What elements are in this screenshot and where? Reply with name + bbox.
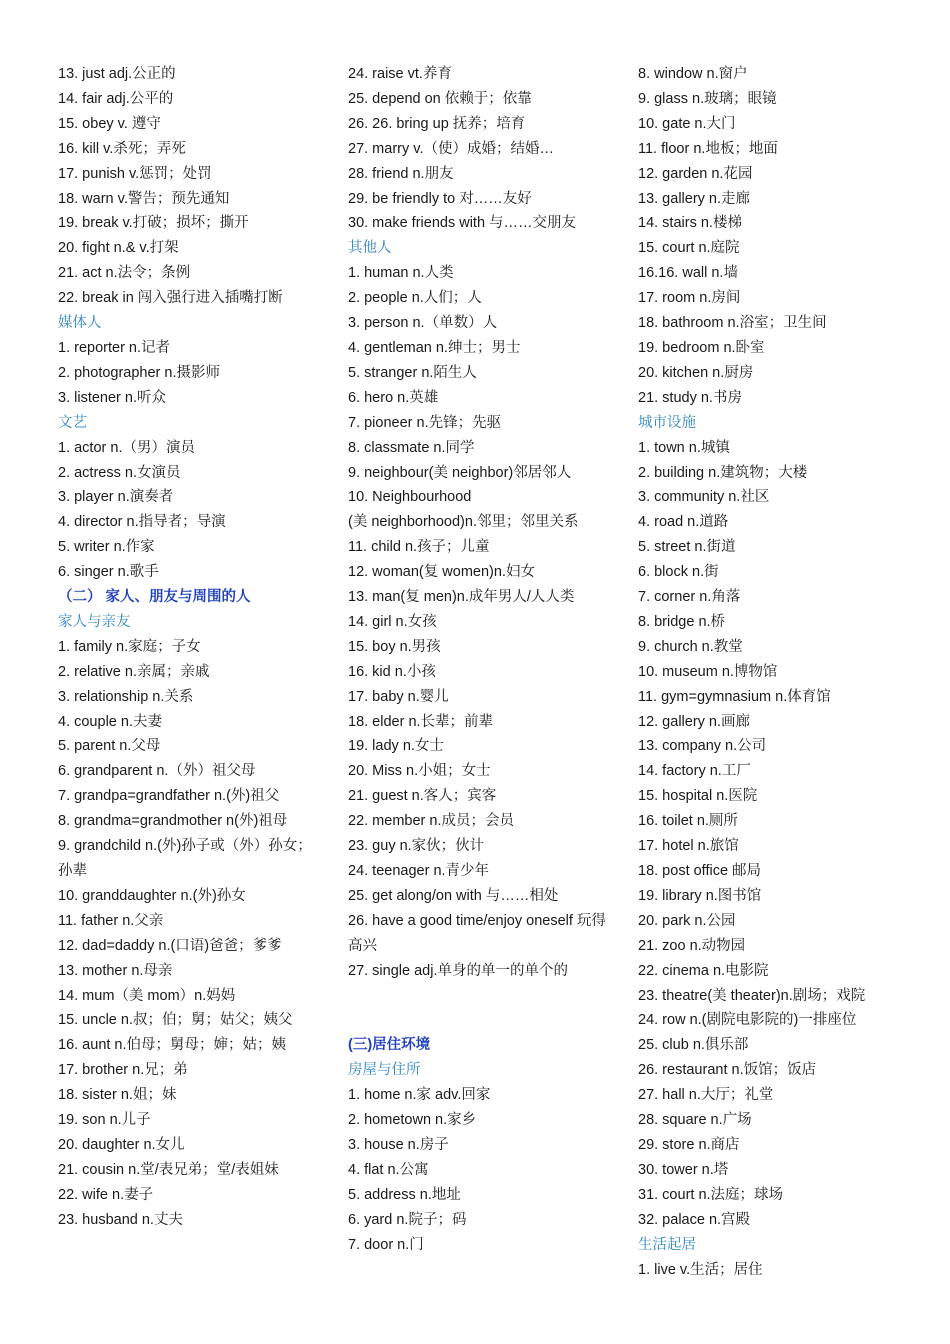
vocab-entry: 30. make friends with 与……交朋友	[348, 215, 577, 232]
vocab-entry: 1. family n.家庭；子女	[58, 638, 201, 655]
vocab-entry: 28. friend n.朋友	[348, 165, 454, 182]
vocab-entry: 12. dad=daddy n.(口语)爸爸；爹爹	[58, 937, 282, 954]
vocab-entry: 22. break in 闯入强行进入插嘴打断	[58, 290, 283, 307]
vocab-entry: 16. kill v.杀死；弄死	[58, 140, 186, 157]
vocab-entry: 28. square n.广场	[638, 1112, 752, 1129]
vocab-entry: 17. brother n.兄；弟	[58, 1062, 188, 1079]
vocab-entry: 21. act n.法令；条例	[58, 265, 191, 282]
vocab-entry: 6. grandparent n.（外）祖父母	[58, 763, 256, 780]
vocab-entry: 30. tower n.塔	[638, 1161, 729, 1178]
vocab-entry: 31. court n.法庭；球场	[638, 1186, 784, 1203]
vocab-entry: 3. listener n.听众	[58, 389, 166, 406]
chapter-heading: (三)居住环境	[348, 1037, 431, 1054]
vocab-entry: 3. community n.社区	[638, 489, 770, 506]
vocab-entry: 18. warn v.警告；预先通知	[58, 190, 230, 207]
vocab-entry: 5. stranger n.陌生人	[348, 364, 477, 381]
vocab-entry: 25. club n.俱乐部	[638, 1037, 749, 1054]
vocab-entry: 15. boy n.男孩	[348, 638, 441, 655]
vocab-entry: 8. grandma=grandmother n(外)祖母	[58, 813, 288, 830]
vocab-entry: 11. child n.孩子；儿童	[348, 539, 490, 556]
vocab-entry: 6. singer n.歌手	[58, 564, 159, 581]
vocab-entry: 11. gym=gymnasium n.体育馆	[638, 688, 831, 705]
vocab-entry: 4. flat n.公寓	[348, 1161, 429, 1178]
blank-lines	[348, 984, 610, 1034]
vocab-entry: 22. member n.成员；会员	[348, 813, 514, 830]
vocab-entry: 8. bridge n.桥	[638, 613, 726, 630]
vocab-entry: 10. museum n.博物馆	[638, 663, 778, 680]
vocab-entry: 20. park n.公园	[638, 912, 736, 929]
vocab-entry: 6. hero n.英雄	[348, 389, 439, 406]
vocab-entry: 2. relative n.亲属；亲戚	[58, 663, 210, 680]
vocab-entry: 25. depend on 依赖于；依靠	[348, 90, 532, 107]
vocab-entry: 18. post office 邮局	[638, 863, 762, 879]
vocab-entry: 10. Neighbourhood	[348, 489, 472, 506]
vocab-entry: 13. mother n.母亲	[58, 962, 173, 979]
vocab-entry: 17. hotel n.旅馆	[638, 838, 739, 855]
vocab-entry: 2. actress n.女演员	[58, 464, 181, 481]
vocab-entry: 9. neighbour(美 neighbor)邻居邻人	[348, 464, 572, 481]
vocab-entry: 18. sister n.姐；妹	[58, 1087, 177, 1104]
vocab-entry: 29. store n.商店	[638, 1136, 740, 1153]
vocab-entry: 3. relationship n.关系	[58, 688, 194, 705]
column-left	[58, 62, 320, 1233]
vocab-entry: 18. bathroom n.浴室；卫生间	[638, 315, 827, 332]
vocab-entry: 13. just adj.公正的	[58, 66, 176, 82]
vocab-entry: 15. hospital n.医院	[638, 788, 758, 805]
vocab-entry: 5. address n.地址	[348, 1186, 461, 1203]
vocab-entry: 15. uncle n.叔；伯；舅；姑父；姨父	[58, 1012, 293, 1029]
vocab-entry: 8. window n.窗户	[638, 66, 748, 82]
vocab-entry: 20. daughter n.女儿	[58, 1136, 185, 1153]
vocab-entry: 1. town n.城镇	[638, 439, 730, 456]
vocab-entry: 12. garden n.花园	[638, 165, 753, 182]
section-heading: 文艺	[58, 414, 87, 431]
vocab-entry: 17. punish v.惩罚；处罚	[58, 165, 212, 182]
vocab-entry: 1. actor n.（男）演员	[58, 439, 195, 456]
vocab-entry: 5. writer n.作家	[58, 539, 155, 556]
section-heading: 家人与亲友	[58, 613, 131, 630]
vocab-entry: 7. corner n.角落	[638, 589, 741, 606]
vocab-entry: 1. home n.家 adv.回家	[348, 1087, 491, 1104]
vocab-entry: 11. father n.父亲	[58, 912, 164, 929]
vocab-entry: 19. library n.图书馆	[638, 887, 762, 904]
vocab-entry: 2. people n.人们；人	[348, 290, 482, 307]
vocab-entry: 14. mum（美 mom）n.妈妈	[58, 987, 236, 1004]
vocab-entry: 20. Miss n.小姐；女士	[348, 763, 491, 780]
vocab-entry: 23. theatre(美 theater)n.剧场；戏院	[638, 987, 866, 1004]
vocab-entry: 6. yard n.院子；码	[348, 1211, 467, 1228]
vocab-entry: 27. hall n.大厅；礼堂	[638, 1087, 774, 1104]
vocab-entry: 4. gentleman n.绅士；男士	[348, 339, 521, 356]
vocab-entry: 7. grandpa=grandfather n.(外)祖父	[58, 788, 280, 805]
vocab-entry: 27. marry v.（使）成婚；结婚…	[348, 140, 554, 157]
vocab-entry: 13. gallery n.走廊	[638, 190, 751, 207]
vocab-entry: 3. house n.房子	[348, 1136, 449, 1153]
vocab-entry: 29. be friendly to 对……友好	[348, 190, 532, 207]
section-heading: 媒体人	[58, 315, 102, 332]
vocab-entry: 14. girl n.女孩	[348, 613, 437, 630]
vocab-entry: 16.16. wall n.墙	[638, 265, 738, 282]
vocab-entry: 1. human n.人类	[348, 265, 454, 282]
vocab-entry: 15. court n.庭院	[638, 240, 740, 257]
vocab-entry: 17. baby n.婴儿	[348, 688, 449, 705]
vocab-entry: 12. woman(复 women)n.妇女	[348, 564, 535, 581]
vocab-entry: 24. teenager n.青少年	[348, 863, 490, 879]
vocab-entry: 32. palace n.宫殿	[638, 1211, 751, 1228]
vocab-entry: 26. have a good time/enjoy oneself 玩得高兴	[348, 912, 606, 954]
vocab-entry: 20. fight n.& v.打架	[58, 240, 179, 257]
vocab-entry: 18. elder n.长辈；前辈	[348, 713, 494, 730]
vocab-entry: (美 neighborhood)n.邻里；邻里关系	[348, 514, 579, 531]
vocab-entry: 4. couple n.夫妻	[58, 713, 162, 730]
vocab-entry: 10. granddaughter n.(外)孙女	[58, 887, 246, 904]
vocab-entry: 10. gate n.大门	[638, 115, 736, 132]
vocab-entry: 23. guy n.家伙；伙计	[348, 838, 485, 855]
vocab-entry: 21. cousin n.堂/表兄弟；堂/表姐妹	[58, 1161, 279, 1178]
vocab-entry: 9. glass n.玻璃；眼镜	[638, 90, 777, 107]
vocab-entry: 16. toilet n.厕所	[638, 813, 738, 830]
vocab-entry: 14. factory n.工厂	[638, 763, 751, 780]
vocab-entry: 16. aunt n.伯母；舅母；婶；姑；姨	[58, 1037, 287, 1054]
vocab-entry: 1. live v.生活；居住	[638, 1261, 763, 1278]
vocab-entry: 26. restaurant n.饭馆；饭店	[638, 1062, 817, 1079]
vocab-entry: 19. lady n.女士	[348, 738, 444, 755]
vocab-entry: 3. person n.（单数）人	[348, 315, 498, 332]
vocab-entry: 12. gallery n.画廊	[638, 713, 751, 730]
vocab-entry: 17. room n.房间	[638, 290, 741, 307]
vocab-entry: 14. stairs n.楼梯	[638, 215, 742, 232]
column-middle	[348, 62, 610, 1257]
vocab-entry: 19. bedroom n.卧室	[638, 339, 765, 356]
vocab-entry: 2. building n.建筑物；大楼	[638, 464, 808, 481]
vocab-entry: 13. man(复 men)n.成年男人/人人类	[348, 589, 575, 606]
vocab-entry: 20. kitchen n.厨房	[638, 364, 754, 381]
vocab-entry: 5. parent n.父母	[58, 738, 161, 755]
section-heading: 其他人	[348, 240, 392, 257]
vocab-entry: 1. reporter n.记者	[58, 339, 171, 356]
vocab-entry: 13. company n.公司	[638, 738, 767, 755]
vocab-entry: 7. door n.门	[348, 1236, 424, 1253]
vocab-entry: 15. obey v. 遵守	[58, 115, 161, 132]
vocab-entry: 11. floor n.地板；地面	[638, 140, 778, 157]
vocab-entry: 7. pioneer n.先锋；先驱	[348, 414, 502, 431]
vocab-entry: 21. guest n.客人；宾客	[348, 788, 497, 805]
vocab-entry: 5. street n.街道	[638, 539, 736, 556]
section-heading: 生活起居	[638, 1236, 696, 1253]
vocab-entry: 22. cinema n.电影院	[638, 962, 769, 979]
vocab-entry: 23. husband n.丈夫	[58, 1211, 183, 1228]
vocab-entry: 25. get along/on with 与……相处	[348, 887, 559, 904]
vocab-entry: 24. row n.(剧院电影院的)一排座位	[638, 1012, 857, 1029]
vocab-entry: 26. 26. bring up 抚养；培育	[348, 115, 526, 132]
vocab-entry: 9. church n.教堂	[638, 638, 743, 655]
vocab-entry: 2. hometown n.家乡	[348, 1112, 477, 1129]
section-heading: 房屋与住所	[348, 1062, 421, 1079]
vocab-entry: 16. kid n.小孩	[348, 663, 436, 680]
vocab-entry: 21. zoo n.动物园	[638, 937, 746, 954]
vocab-entry: 19. break v.打破；损坏；撕开	[58, 215, 249, 232]
vocab-entry: 9. grandchild n.(外)孙子或（外）孙女；孙辈	[58, 838, 312, 879]
vocab-entry: 22. wife n.妻子	[58, 1186, 154, 1203]
vocab-entry: 21. study n.书房	[638, 389, 742, 406]
vocab-entry: 24. raise vt.养育	[348, 66, 452, 82]
vocab-entry: 19. son n.儿子	[58, 1112, 151, 1129]
vocab-entry: 8. classmate n.同学	[348, 439, 475, 456]
vocab-entry: 14. fair adj.公平的	[58, 90, 174, 107]
vocab-entry: 4. director n.指导者；导演	[58, 514, 226, 531]
vocab-entry: 6. block n.街	[638, 564, 719, 581]
vocab-entry: 4. road n.道路	[638, 514, 729, 531]
vocab-entry: 27. single adj.单身的单一的单个的	[348, 962, 568, 979]
chapter-heading: （二） 家人、朋友与周围的人	[58, 589, 251, 606]
column-right	[638, 62, 900, 1282]
vocab-entry: 3. player n.演奏者	[58, 489, 174, 506]
vocab-entry: 2. photographer n.摄影师	[58, 364, 221, 381]
section-heading: 城市设施	[638, 414, 696, 431]
